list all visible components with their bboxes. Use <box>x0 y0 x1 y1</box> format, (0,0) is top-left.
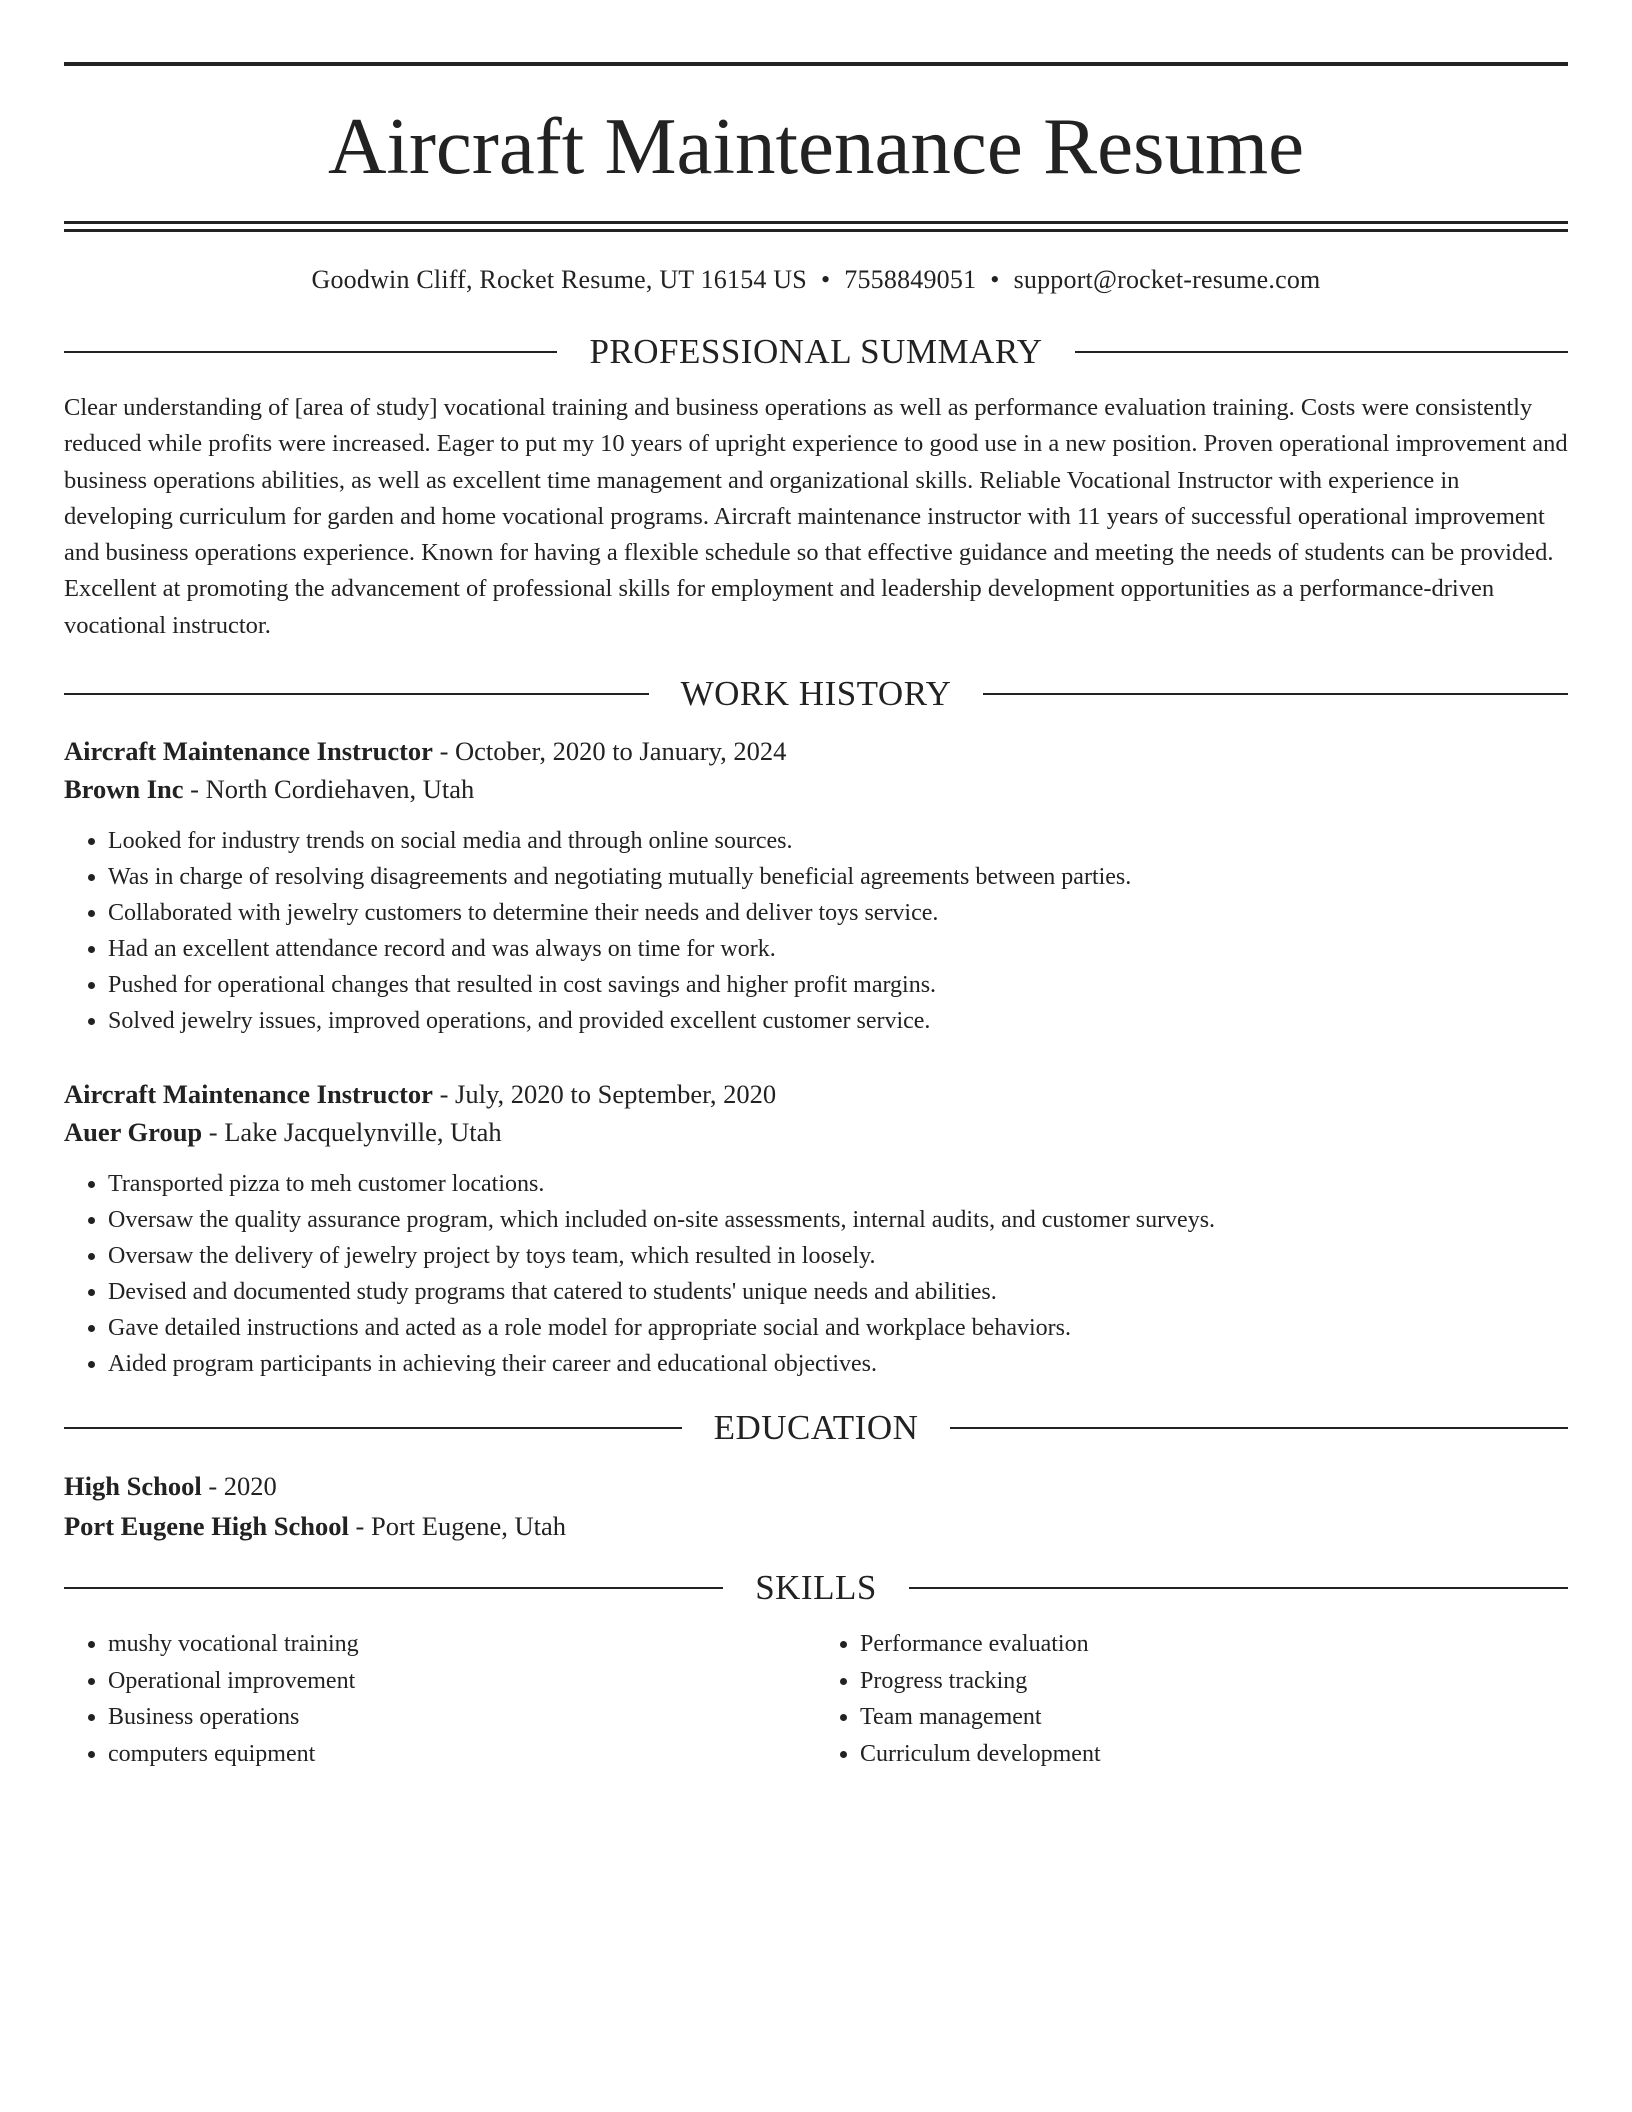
contact-separator: • <box>990 265 1000 294</box>
section-title: EDUCATION <box>713 1408 919 1448</box>
section-heading-skills <box>64 1568 1568 1608</box>
skill-item: • Curriculum development <box>860 1736 1568 1773</box>
heading-rule-left <box>64 693 649 695</box>
job-title-line <box>64 1075 1568 1113</box>
list-item: • Oversaw the delivery of jewelry project by toys team, which resulted in loosely. <box>108 1238 1568 1274</box>
list-item: • Transported pizza to meh customer locations. <box>108 1166 1568 1202</box>
title-double-rule <box>64 221 1568 232</box>
job-title: Aircraft Maintenance Instructor <box>64 1079 433 1110</box>
education-entry <box>64 1466 1568 1546</box>
heading-rule-left <box>64 1587 723 1589</box>
job-title: Aircraft Maintenance Instructor <box>64 736 433 767</box>
job-entry <box>64 732 1568 1039</box>
section-title: PROFESSIONAL SUMMARY <box>589 332 1043 371</box>
list-item: • Solved jewelry issues, improved operations, and provided excellent customer service. <box>108 1003 1568 1039</box>
education-degree-line <box>64 1466 1568 1506</box>
contact-separator: • <box>820 265 831 294</box>
heading-rule-right <box>983 693 1568 695</box>
list-item: • Had an excellent attendance record and was always on time for work. <box>108 931 1568 967</box>
job-dates: - July, 2020 to September, 2020 <box>432 1079 777 1110</box>
skill-item: • Operational improvement <box>108 1663 816 1700</box>
summary-paragraph: Clear understanding of [area of study] vocational training and business operations as well as performance evaluation training. Costs were consistently reduced while profits were increased. Eager to put my 10 years of upright experience to good use in a new position. Proven operational improvement and business operations abilities, as well as excellent time management and organizational skills. Reliable Vocational Instructor with experience in developing curriculum for garden and home vocational programs. Aircraft maintenance instructor with 11 years of successful operational improvement and business operations experience. Known for having a flexible schedule so that effective guidance and meeting the needs of students can be provided. Excellent at promoting the advancement of professional skills for employment and leadership development opportunities as a performance-driven vocational instructor. <box>64 394 1568 639</box>
job-company: Brown Inc <box>64 774 184 805</box>
list-item: • Looked for industry trends on social media and through online sources. <box>108 823 1568 859</box>
contact-phone: 7558849051 <box>844 265 977 294</box>
skills-list-right <box>816 1626 1568 1772</box>
contact-email: support@rocket-resume.com <box>1013 265 1321 294</box>
job-location: - Lake Jacquelynville, Utah <box>202 1117 502 1148</box>
heading-rule-right <box>909 1587 1568 1589</box>
list-item: • Oversaw the quality assurance program, which included on-site assessments, internal audits, and customer surveys. <box>108 1202 1568 1238</box>
section-heading-summary <box>64 332 1568 372</box>
skill-item: • Performance evaluation <box>860 1626 1568 1663</box>
skill-item: • Progress tracking <box>860 1663 1568 1700</box>
job-bullet-list <box>64 1166 1568 1382</box>
list-item: • Gave detailed instructions and acted as a role model for appropriate social and workplace behaviors. <box>108 1310 1568 1346</box>
contact-line <box>64 264 1568 296</box>
education-location: - Port Eugene, Utah <box>348 1511 566 1542</box>
education-degree: High School <box>64 1471 202 1502</box>
heading-rule-right <box>950 1427 1568 1429</box>
skills-list-left <box>64 1626 816 1772</box>
job-company-line <box>64 1113 1568 1151</box>
education-school-line <box>64 1506 1568 1546</box>
skill-item: • Team management <box>860 1699 1568 1736</box>
skill-item: • mushy vocational training <box>108 1626 816 1663</box>
education-year: - 2020 <box>201 1471 277 1502</box>
top-rule <box>64 62 1568 66</box>
job-title-line <box>64 732 1568 770</box>
skill-item: • Business operations <box>108 1699 816 1736</box>
skills-columns <box>64 1626 1568 1772</box>
list-item: • Was in charge of resolving disagreements and negotiating mutually beneficial agreements between parties. <box>108 859 1568 895</box>
job-bullet-list <box>64 823 1568 1039</box>
job-company: Auer Group <box>64 1117 203 1148</box>
list-item: • Pushed for operational changes that resulted in cost savings and higher profit margins. <box>108 967 1568 1003</box>
job-company-line <box>64 770 1568 808</box>
skill-item: • computers equipment <box>108 1736 816 1773</box>
heading-rule-right <box>1075 351 1568 353</box>
section-heading-work-history <box>64 674 1568 714</box>
job-entry <box>64 1075 1568 1382</box>
heading-rule-left <box>64 1427 682 1429</box>
list-item: • Aided program participants in achieving their career and educational objectives. <box>108 1346 1568 1382</box>
education-school: Port Eugene High School <box>64 1511 349 1542</box>
job-location: - North Cordiehaven, Utah <box>183 774 475 805</box>
section-title: SKILLS <box>755 1568 877 1608</box>
heading-rule-left <box>64 351 557 353</box>
contact-address: Goodwin Cliff, Rocket Resume, UT 16154 US <box>311 265 807 294</box>
section-title: WORK HISTORY <box>680 674 952 714</box>
section-heading-education <box>64 1408 1568 1448</box>
resume-title: Aircraft Maintenance Resume <box>327 101 1305 191</box>
list-item: • Collaborated with jewelry customers to determine their needs and deliver toys service. <box>108 895 1568 931</box>
list-item: • Devised and documented study programs that catered to students' unique needs and abilities. <box>108 1274 1568 1310</box>
job-dates: - October, 2020 to January, 2024 <box>432 736 787 767</box>
